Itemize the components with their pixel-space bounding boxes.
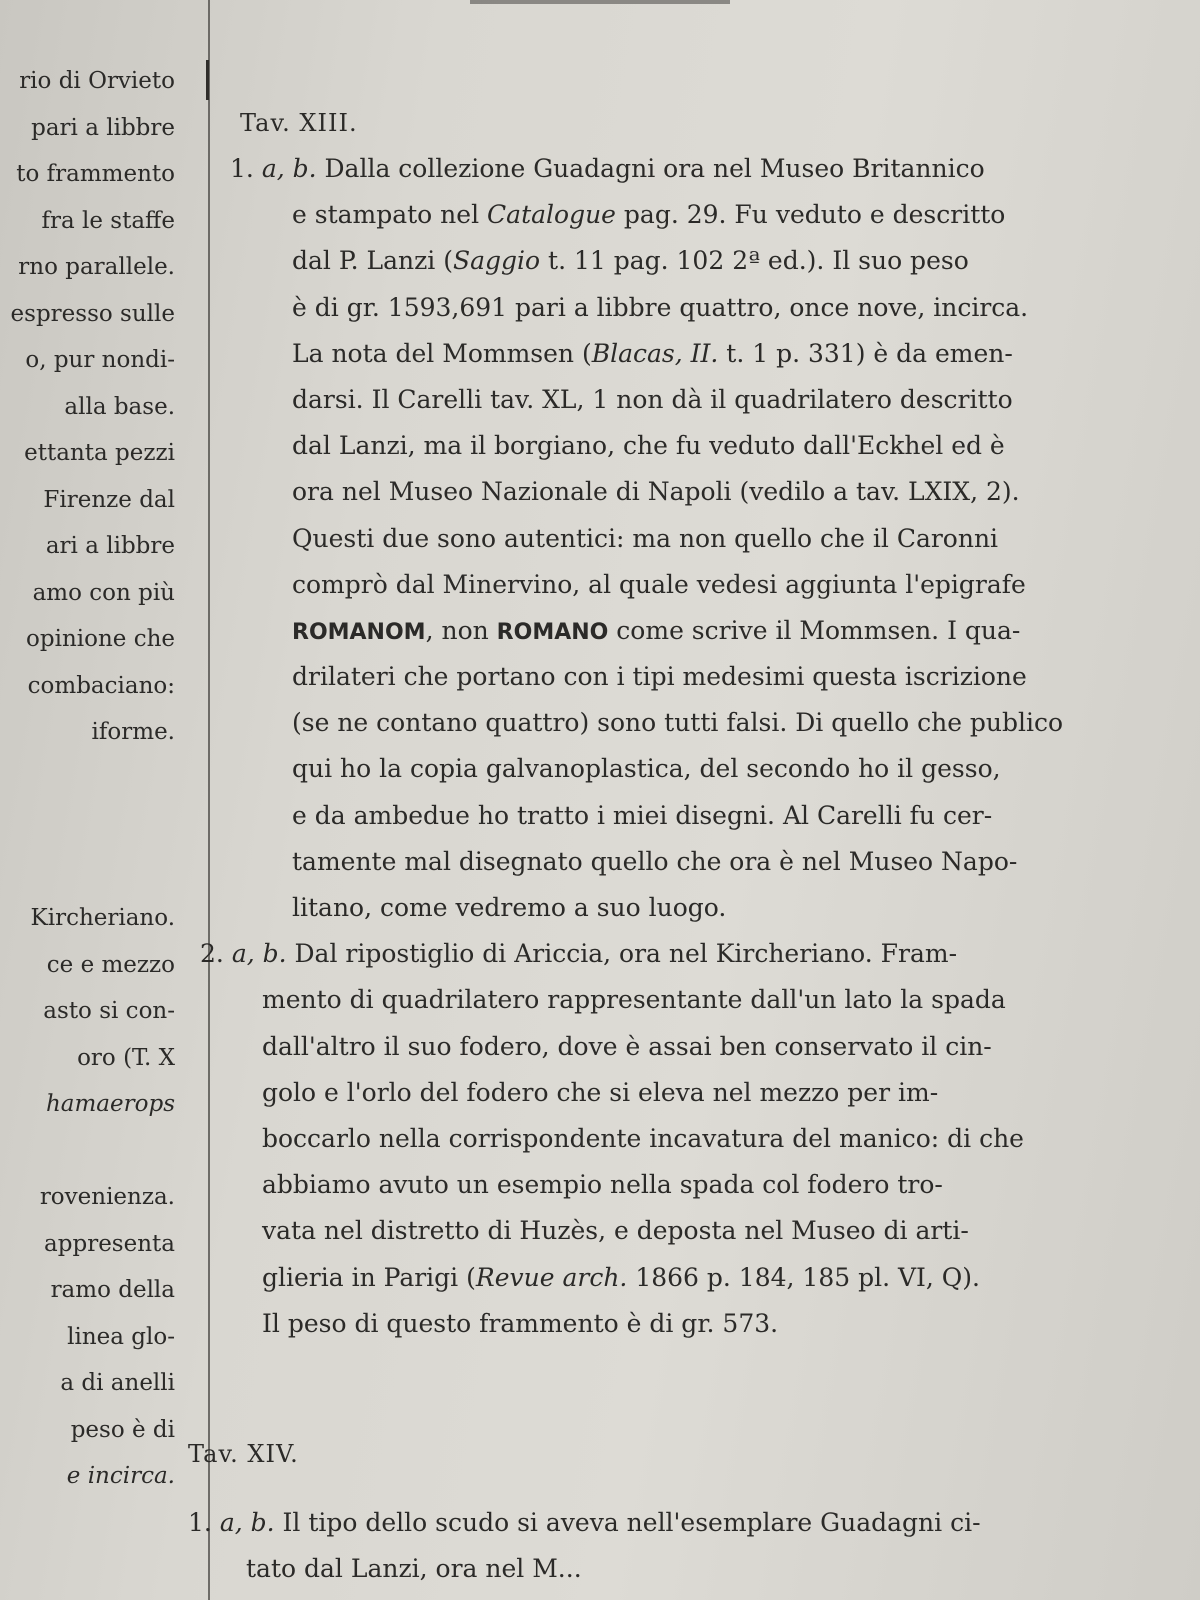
left-column-line: ce e mezzo [46,951,175,978]
entry-2 [200,931,1130,1347]
entry-line: drilateri che portano con i tipi medesimi questa iscrizione [292,662,1027,692]
left-column-line: to frammento [16,161,175,187]
entry-line: Il peso di questo frammento è di gr. 573. [262,1308,779,1338]
column-divider-tick [206,60,209,100]
entry-line [188,1508,981,1537]
top-edge-mark [470,0,730,4]
entry-line: qui ho la copia galvanoplastica, del secondo ho il gesso, [292,754,1001,784]
entry-line: Questi due sono autentici: ma non quello che il Caronni [292,523,999,553]
entry-line: tato dal Lanzi, ora nel M... [246,1554,582,1583]
entry-line: dal Lanzi, ma il borgiano, che fu veduto dall'Eckhel ed è [292,431,1005,461]
left-column-line: pari a libbre [31,114,175,141]
left-column-line [0,756,205,803]
entry-line: e da ambedue ho tratto i miei disegni. Al Carelli fu cer- [292,800,993,830]
left-column-line: asto si con- [43,998,175,1024]
left-column-line [0,849,205,896]
left-column-line: o, pur nondi- [25,347,175,373]
left-column-text [0,58,205,1500]
entry-line: e stampato nel Catalogue pag. 29. Fu veduto e descritto [292,200,1006,230]
entry-line: mento di quadrilatero rappresentante dall'un lato la spada [262,985,1006,1015]
entry-line: golo e l'orlo del fodero che si eleva nel mezzo per im- [262,1077,939,1107]
left-column-line: opinione che [26,626,175,652]
entry-number: 1. a, b. [230,154,317,183]
column-divider [208,0,210,1600]
plate-heading-xiii: Tav. XIII. [240,109,358,137]
entry-line: ora nel Museo Nazionale di Napoli (vedilo a tav. LXIX, 2). [292,477,1020,507]
entry-line: (se ne contano quattro) sono tutti falsi. Di quello che publico [292,708,1064,738]
entry-line: comprò dal Minervino, al quale vedesi aggiunta l'epigrafe [292,569,1026,599]
entry-line: tamente mal disegnato quello che ora è nel Museo Napo- [292,846,1018,876]
left-column-line: oro (T. X [77,1044,175,1071]
entry-number: 2. a, b. [200,939,287,969]
left-column-line: hamaerops [45,1091,175,1117]
left-column-line: alla base. [64,393,175,420]
main-column [200,100,1130,1347]
left-column-line [0,802,205,849]
entry-number: 1. a, b. [188,1508,275,1537]
entry-line: darsi. Il Carelli tav. XL, 1 non dà il quadrilatero descritto [292,384,1013,414]
left-column-line: peso è di [70,1416,175,1443]
left-column-line: Firenze dal [43,486,175,513]
left-column-line: a di anelli [60,1370,175,1396]
plate-heading-xiv: Tav. XIV. [188,1440,299,1468]
entry-text: Dal ripostiglio di Ariccia, ora nel Kircheriano. Fram- [294,939,958,969]
left-column-line: iforme. [91,719,175,745]
left-column-line: amo con più [32,579,175,606]
left-column-line: ramo della [50,1277,175,1303]
left-column-line: ari a libbre [45,533,175,559]
entry-1 [230,146,1130,931]
entry-line: boccarlo nella corrispondente incavatura del manico: di che [262,1123,1024,1153]
entry-line: vata nel distretto di Huzès, e deposta nel Museo di arti- [262,1216,969,1246]
entry-line: ROMANOM, non ROMANO come scrive il Mommsen. I qua- [292,615,1021,645]
entry-tav14-1 [188,1500,981,1592]
entry-line: litano, come vedremo a suo luogo. [292,893,727,922]
left-column-line: ettanta pezzi [24,440,175,466]
entry-line: dal P. Lanzi (Saggio t. 11 pag. 102 2ª ed.). Il suo peso [292,246,969,276]
left-column-line: espresso sulle [10,300,175,327]
entry-line [230,146,1130,192]
entry-line: è di gr. 1593,691 pari a libbre quattro, once nove, incirca. [292,292,1029,322]
entry-line: dall'altro il suo fodero, dove è assai ben conservato il cin- [262,1031,992,1061]
left-column-line: Kircheriano. [30,905,175,931]
left-column-line: linea glo- [67,1323,175,1350]
left-column-line: rio di Orvieto [19,68,175,94]
left-column-line [0,1128,205,1175]
left-column-line: fra le staffe [41,207,175,234]
left-column-line: e incirca. [66,1463,175,1489]
entry-line: La nota del Mommsen (Blacas, II. t. 1 p. 331) è da emen- [292,338,1013,368]
entry-line: glieria in Parigi (Revue arch. 1866 p. 184, 185 pl. VI, Q). [262,1262,980,1292]
left-column-line: combaciano: [27,672,175,699]
entry-text: Il tipo dello scudo si aveva nell'esemplare Guadagni ci- [282,1508,981,1537]
entry-line [200,931,1130,977]
entry-line: abbiamo avuto un esempio nella spada col fodero tro- [262,1170,943,1200]
left-column-line: rovenienza. [39,1184,175,1210]
left-column-line: appresenta [44,1230,175,1257]
left-column-line: rno parallele. [18,254,175,280]
entry-text: Dalla collezione Guadagni ora nel Museo Britannico [324,154,985,183]
